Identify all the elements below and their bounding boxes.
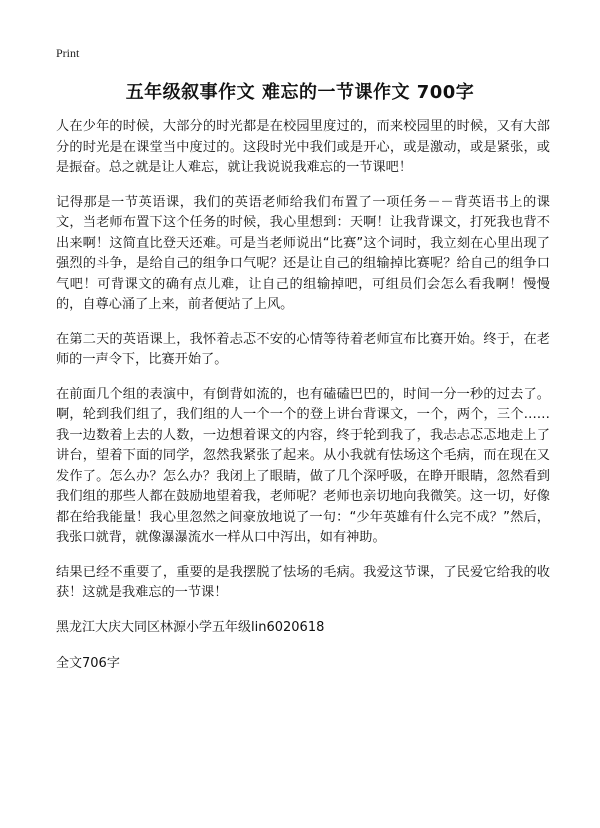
paragraph-recitation: 在前面几个组的表演中，有倒背如流的，也有磕磕巴巴的，时间一分一秒的过去了。啊，轮到我们组了，我们组的人一个一个的登上讲台背课文，一个，两个，三个……我一边数着上去的人数，一边想着课文的内容，终于轮到我了，我忐忐忑忑地走上了讲台，望着下面的同学，忽然我紧张了起来。从小我就有怯场这个毛病，而在现在又发作了。怎么办？怎么办？我闭上了眼睛，做了几个深呼吸，在睁开眼睛，忽然看到我们组的那些人都在鼓励地望着我，老师呢？老师也亲切地向我微笑。这一切，好像都在给我能量！我心里忽然之间豪放地说了一句：“少年英雄有什么完不成？”然后，我张口就背，就像瀑瀑流水一样从口中泻出，如有神助。 xyxy=(56,386,550,545)
page-title: 五年级叙事作文 难忘的一节课作文 700字 xyxy=(125,82,475,103)
paragraph-conclusion: 结果已经不重要了，重要的是我摆脱了怯场的毛病。我爱这节课，了民爱它给我的收获！这就是我难忘的一节课！ xyxy=(56,564,550,600)
word-count: 全文706字 xyxy=(56,655,120,671)
paragraph-intro: 人在少年的时候，大部分的时光都是在校园里度过的，而来校园里的时候，又有大部分的时光是在课堂当中度过的。这段时光中我们或是开心，或是激动，或是紧张，或是振奋。总之就是让人难忘，就让我说说我难忘的一节课吧！ xyxy=(56,119,550,175)
paragraph-task: 记得那是一节英语课，我们的英语老师给我们布置了一项任务－－背英语书上的课文，当老师布置下这个任务的时候，我心里想到：天啊！让我背课文，打死我也背不出来啊！这简直比登天还难。可是当老师说出“比赛”这个词时，我立刻在心里出现了强烈的斗争，是给自己的组争口气呢？还是让自己的组输掉比赛呢？给自己的组争口气吧！可背课文的确有点儿难，让自己的组输掉吧，可组员们会怎么看我啊！慢慢的，自尊心涌了上来，前者便站了上风。 xyxy=(56,194,550,312)
article-body xyxy=(56,117,550,690)
author-line: 黑龙江大庆大同区林源小学五年级lin6020618 xyxy=(56,619,325,635)
print-label: Print xyxy=(56,46,80,60)
paragraph-competition-start: 在第二天的英语课上，我怀着忐忑不安的心情等待着老师宣布比赛开始。终于，在老师的一声令下，比赛开始了。 xyxy=(56,331,550,367)
